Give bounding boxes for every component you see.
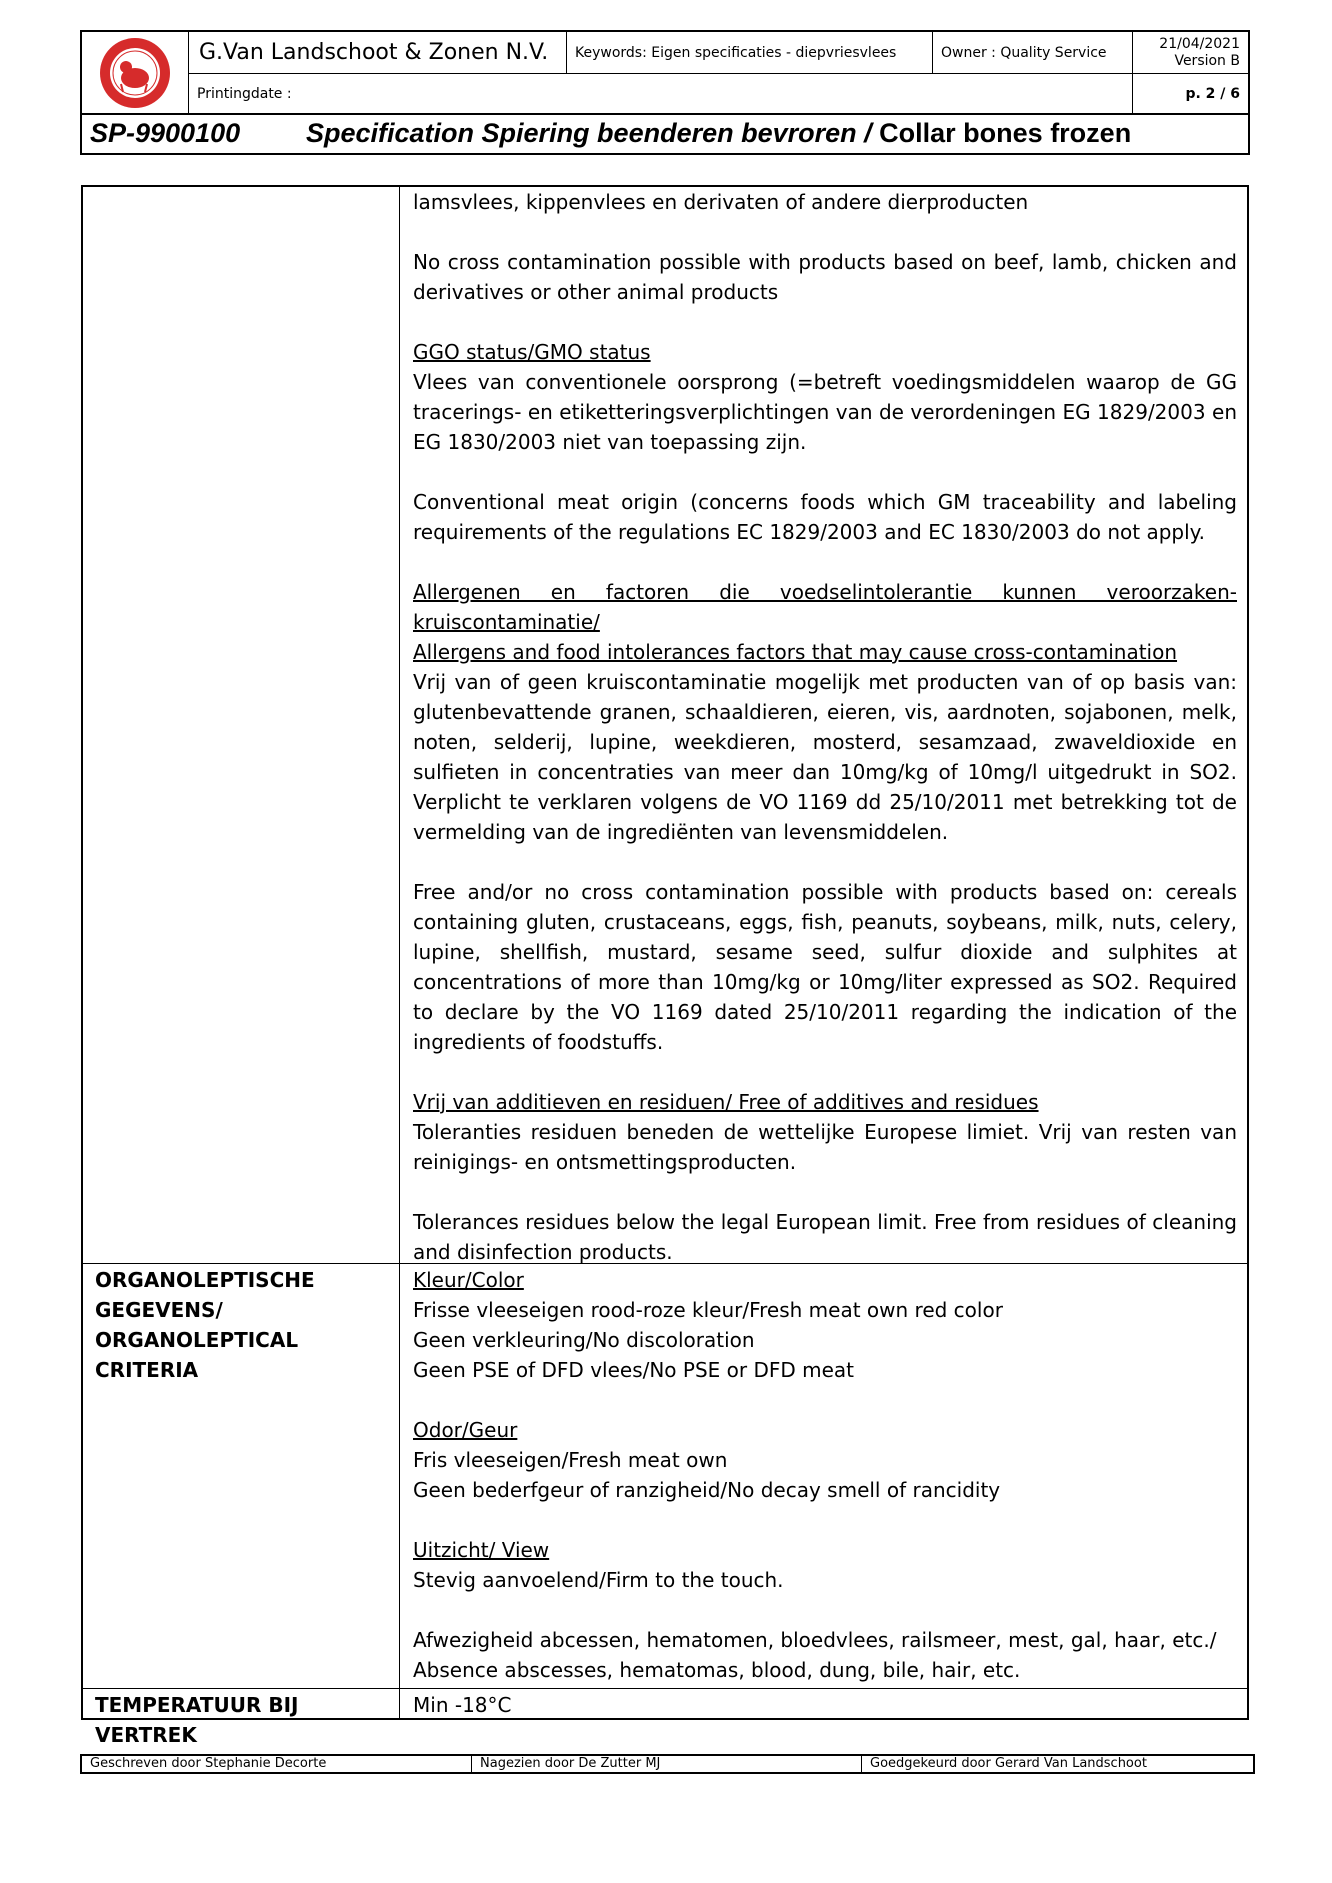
text-line: Stevig aanvoelend/Firm to the touch. <box>413 1568 784 1592</box>
text-line: Geen verkleuring/No discoloration <box>413 1328 755 1352</box>
date-version <box>1132 32 1248 74</box>
text-paragraph: Free and/or no cross contamination possible with products based on: cereals containing gluten, crustaceans, eggs, fish, peanuts, soybeans, milk, nuts, celery, lupine, shellfish, mustard, sesame seed, sulfur dioxide and sulphites at concentrations of more than 10mg/kg or 10mg/liter expressed as SO2. Required to declare by the VO 1169 dated 25/10/2011 regarding the indication of the ingredients of foodstuffs. <box>413 880 1237 1054</box>
contamination-section <box>413 187 1237 1267</box>
view-heading: Uitzicht/ View <box>413 1538 550 1562</box>
column-divider <box>399 187 400 1718</box>
spec-title-bar <box>80 115 1250 155</box>
text-line: Frisse vleeseigen rood-roze kleur/Fresh meat own red color <box>413 1298 1003 1322</box>
temperature-label: TEMPERATUUR BIJ VERTREK <box>95 1693 299 1747</box>
text-line: Fris vleeseigen/Fresh meat own <box>413 1448 728 1472</box>
text-line: Geen bederfgeur of ranzigheid/No decay smell of rancidity <box>413 1478 1001 1502</box>
allergen-heading-en: Allergens and food intolerances factors that may cause cross-contamination <box>413 640 1178 664</box>
text-line: Geen PSE of DFD vlees/No PSE or DFD meat <box>413 1358 855 1382</box>
written-by: Geschreven door Stephanie Decorte <box>82 1756 472 1772</box>
document-header <box>80 30 1250 115</box>
text-line: Afwezigheid abcessen, hematomen, bloedvlees, railsmeer, mest, gal, haar, etc./ Absence abscesses, hematomas, blood, dung, bile, hair, etc. <box>413 1628 1217 1682</box>
spec-code: SP-9900100 <box>90 118 241 148</box>
additives-heading: Vrij van additieven en residuen/ Free of additives and residues <box>413 1090 1039 1114</box>
allergen-heading-nl: Allergenen en factoren die voedselintolerantie kunnen veroorzaken- kruiscontaminatie/ <box>413 580 1237 634</box>
spec-title-en: Collar bones frozen <box>871 118 1132 148</box>
color-heading: Kleur/Color <box>413 1268 524 1292</box>
organoleptic-section <box>413 1265 1237 1685</box>
document-footer <box>80 1754 1255 1774</box>
printing-date: Printingdate : <box>188 74 1132 113</box>
label-line: ORGANOLEPTISCHE <box>95 1268 315 1292</box>
company-logo <box>82 32 189 113</box>
page-number: p. 2 / 6 <box>1132 74 1248 113</box>
version: Version B <box>1174 52 1240 69</box>
text-paragraph: Vlees van conventionele oorsprong (=betreft voedingsmiddelen waarop de GG tracerings- en etiketteringsverplichtingen van de verordeningen EG 1829/2003 en EG 1830/2003 niet van toepassing zijn. <box>413 370 1237 454</box>
text-paragraph: No cross contamination possible with products based on beef, lamb, chicken and derivatives or other animal products <box>413 250 1237 304</box>
temperature-value: Min -18°C <box>413 1693 512 1717</box>
gmo-heading: GGO status/GMO status <box>413 340 651 364</box>
company-name: G.Van Landschoot & Zonen N.V. <box>188 32 566 74</box>
odor-heading: Odor/Geur <box>413 1418 518 1442</box>
owner: Owner : Quality Service <box>932 32 1132 74</box>
date: 21/04/2021 <box>1159 35 1240 52</box>
reviewed-by: Nagezien door De Zutter MJ <box>472 1756 862 1772</box>
logo-seal-icon <box>96 36 174 110</box>
text-paragraph: lamsvlees, kippenvlees en derivaten of andere dierproducten <box>413 190 1029 214</box>
text-paragraph: Vrij van of geen kruiscontaminatie mogelijk met producten van of op basis van: glutenbevattende granen, schaaldieren, eieren, vis, aardnoten, sojabonen, melk, noten, selderij, lupine, weekdieren, mosterd, sesamzaad, zwaveldioxide en sulfieten in concentraties van meer dan 10mg/kg of 10mg/l uitgedrukt in SO2. Verplicht te verklaren volgens de VO 1169 dd 25/10/2011 met betrekking tot de vermelding van de ingrediënten van levensmiddelen. <box>413 670 1237 844</box>
label-line: GEGEVENS/ <box>95 1298 223 1322</box>
spec-table <box>81 185 1249 1747</box>
organoleptic-label <box>95 1265 395 1385</box>
text-paragraph: Conventional meat origin (concerns foods which GM traceability and labeling requirements of the regulations EC 1829/2003 and EC 1830/2003 do not apply. <box>413 490 1237 544</box>
text-paragraph: Toleranties residuen beneden de wettelijke Europese limiet. Vrij van resten van reinigings- en ontsmettingsproducten. <box>413 1120 1237 1174</box>
spec-title <box>306 118 1131 149</box>
keywords: Keywords: Eigen specificaties - diepvriesvlees <box>566 32 932 74</box>
text-paragraph: Tolerances residues below the legal European limit. Free from residues of cleaning and disinfection products. <box>413 1210 1237 1264</box>
spec-title-nl: Specification Spiering beenderen bevroren / <box>306 118 872 148</box>
approved-by: Goedgekeurd door Gerard Van Landschoot <box>870 1756 1147 1771</box>
row-divider <box>83 1688 1247 1689</box>
label-line: ORGANOLEPTICAL CRITERIA <box>95 1328 299 1382</box>
